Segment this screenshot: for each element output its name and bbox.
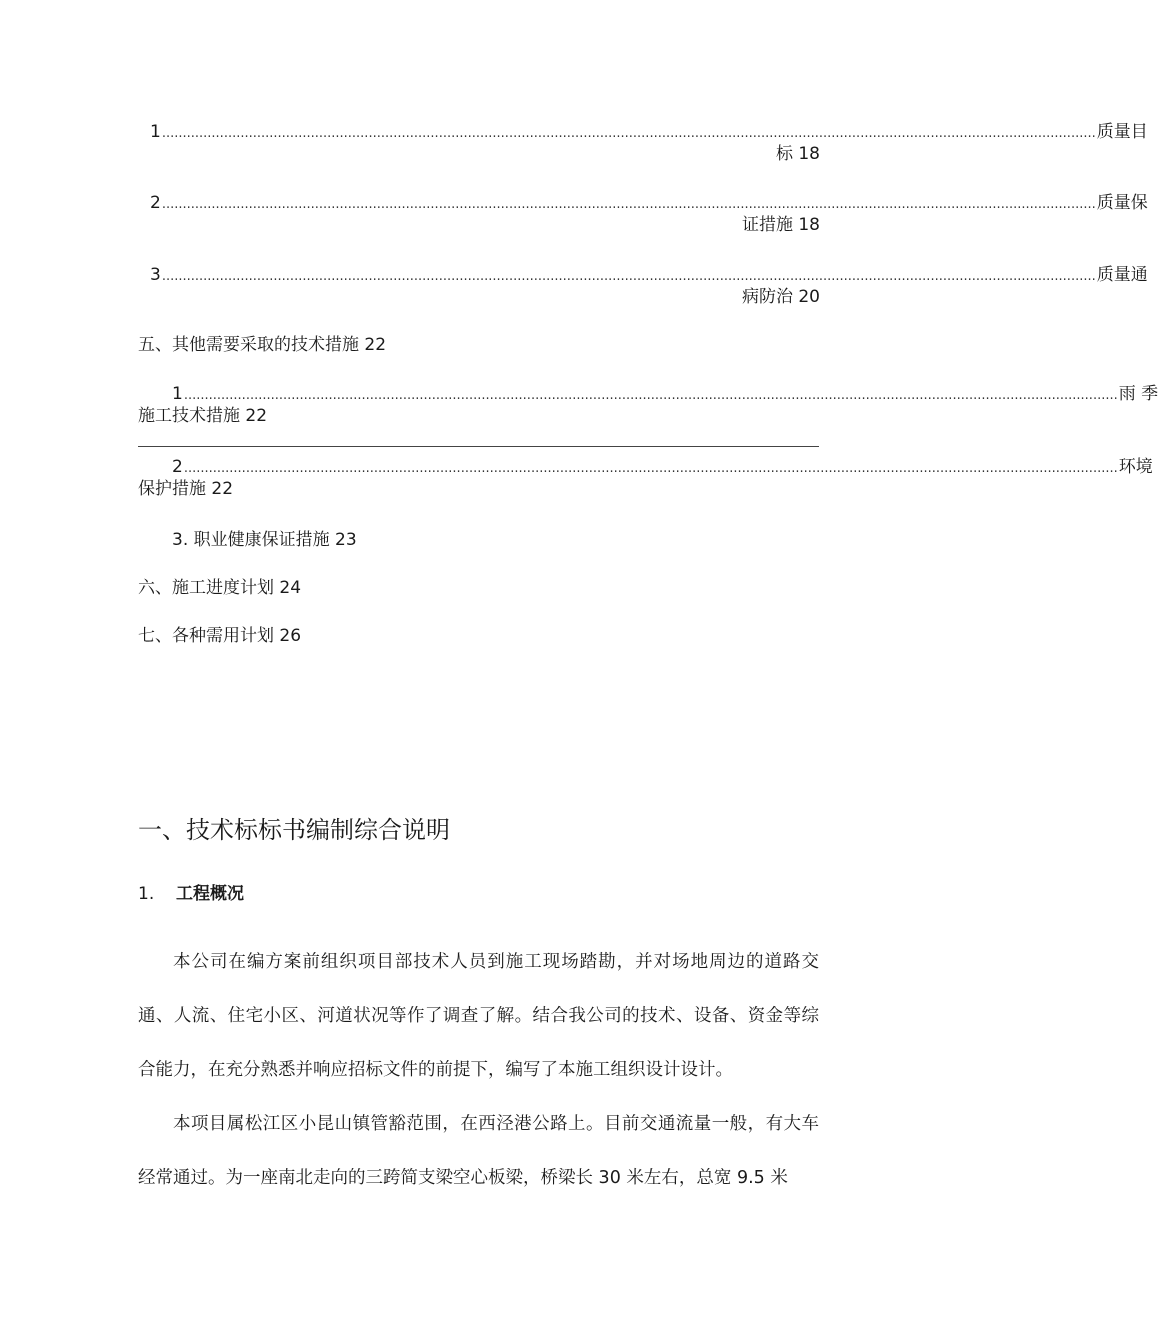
toc-entry-number: 3 (150, 265, 161, 285)
toc-entry-title: 质量目 (1096, 122, 1148, 142)
subsection-heading (138, 879, 244, 904)
toc-entry-title: 质量保 (1096, 193, 1148, 213)
toc-leader-dots: .................................................................................................................................................................................................................................. (161, 269, 1096, 284)
toc-section-5[interactable]: 五、其他需要采取的技术措施 22 (138, 335, 387, 355)
toc-leader-dots: .................................................................................................................................................................................................................................. (183, 461, 1118, 476)
toc-entry-number: 1 (172, 384, 183, 404)
toc-entry-quality-assurance[interactable] (150, 188, 1148, 235)
toc-entry-title: 雨 季 (1118, 384, 1158, 404)
toc-entry-continuation: 证措施 18 (741, 215, 820, 235)
toc-entry-rainy-season[interactable] (138, 379, 1158, 426)
paragraph: 本项目属松江区小昆山镇管豁范围，在西泾港公路上。目前交通流量一般，有大车经常通过。为一座南北走向的三跨简支梁空心板梁，桥梁长 30 米左右，总宽 9.5 米 (138, 1114, 819, 1188)
toc-entry-occupational-health[interactable]: 3. 职业健康保证措施 23 (172, 530, 357, 550)
paragraph: 本公司在编方案前组织项目部技术人员到施工现场踏勘，并对场地周边的道路交通、人流、住宅小区、河道状况等作了调查了解。结合我公司的技术、设备、资金等综合能力，在充分熟悉并响应招标文件的前提下，编写了本施工组织设计设计。 (138, 952, 819, 1080)
toc-entry-quality-defects[interactable] (150, 260, 1148, 307)
toc-entry-title: 环境 (1118, 457, 1153, 477)
toc-entry-title: 质量通 (1096, 265, 1148, 285)
toc-entry-number: 2 (172, 457, 183, 477)
subsection-title: 工程概况 (176, 884, 244, 904)
toc-entry-number: 2 (150, 193, 161, 213)
toc-entry-continuation: 施工技术措施 22 (138, 406, 268, 426)
horizontal-rule (138, 446, 819, 447)
toc-entry-continuation: 保护措施 22 (138, 479, 234, 499)
toc-leader-dots: .................................................................................................................................................................................................................................. (161, 126, 1096, 141)
toc-entry-number: 1 (150, 122, 161, 142)
toc-entry-continuation: 标 18 (775, 144, 820, 164)
section-heading: 一、技术标标书编制综合说明 (138, 816, 450, 844)
toc-section-7[interactable]: 七、各种需用计划 26 (138, 626, 302, 646)
toc-entry-environment[interactable] (138, 452, 1153, 499)
toc-section-6[interactable]: 六、施工进度计划 24 (138, 578, 302, 598)
toc-entry-continuation: 病防治 20 (741, 287, 820, 307)
subsection-number: 1. (138, 884, 155, 904)
toc-leader-dots: .................................................................................................................................................................................................................................. (183, 388, 1118, 403)
toc-leader-dots: .................................................................................................................................................................................................................................. (161, 197, 1096, 212)
toc-entry-quality-goal[interactable] (150, 117, 1148, 164)
